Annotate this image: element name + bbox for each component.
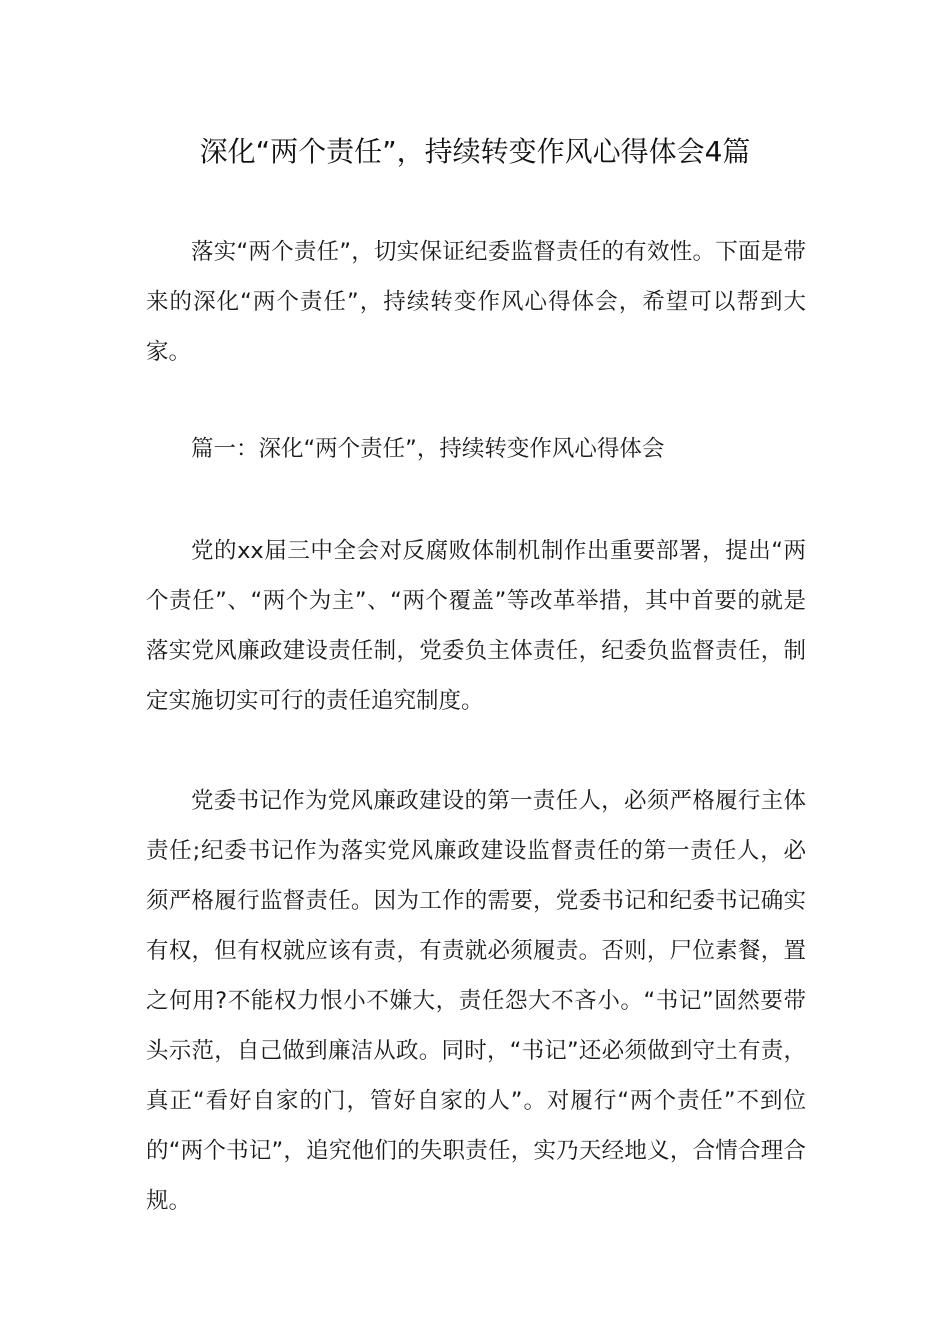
body-paragraph: 党的xx届三中全会对反腐败体制机制作出重要部署，提出“两个责任”、“两个为主”、“两个覆盖”等改革举措，其中首要的就是落实党风廉政建设责任制，党委负主体责任，纪委负监督责任，制定实施切实可行的责任追究制度。 [146, 538, 806, 714]
intro-paragraph: 落实“两个责任”，切实保证纪委监督责任的有效性。下面是带来的深化“两个责任”，持续转变作风心得体会，希望可以帮到大家。 [146, 239, 806, 365]
body-paragraph: 党委书记作为党风廉政建设的第一责任人，必须严格履行主体责任;纪委书记作为落实党风廉政建设监督责任的第一责任人，必须严格履行监督责任。因为工作的需要，党委书记和纪委书记确实有权，但有权就应该有责，有责就必须履责。否则，尸位素餐，置之何用?不能权力恨小不嫌大，责任怨大不吝小。“书记”固然要带头示范，自己做到廉洁从政。同时，“书记”还必须做到守土有责，真正“看好自家的门，管好自家的人”。对履行“两个责任”不到位的“两个书记”，追究他们的失职责任，实乃天经地义，合情合理合规。 [146, 788, 806, 1214]
section-heading: 篇一：深化“两个责任”，持续转变作风心得体会 [191, 436, 665, 462]
document-title: 深化“两个责任”，持续转变作风心得体会4篇 [199, 135, 751, 168]
